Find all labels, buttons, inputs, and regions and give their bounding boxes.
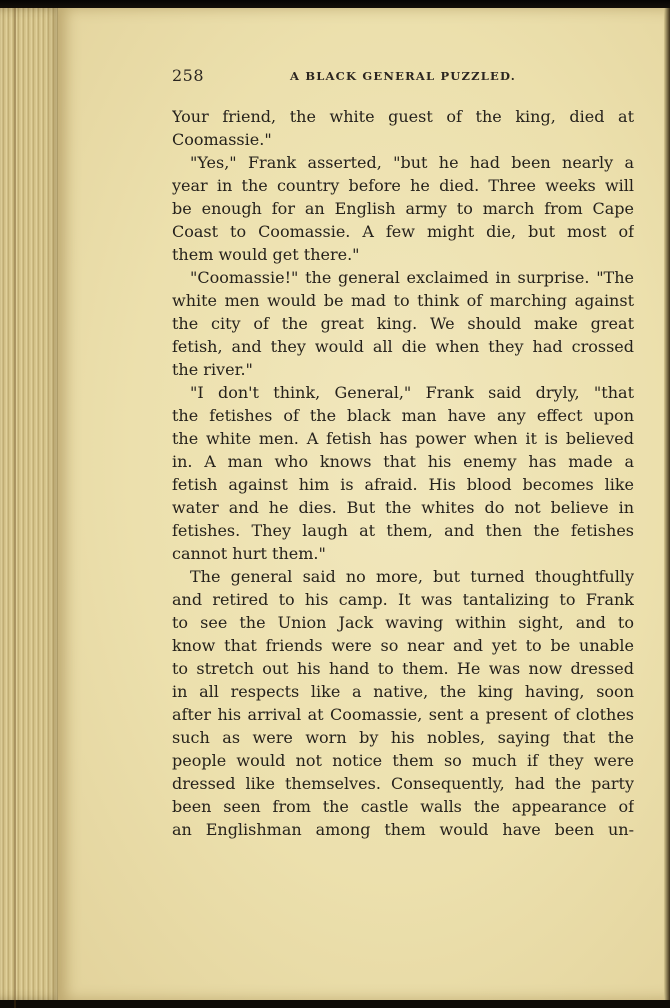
text-line: fetish, and they would all die when they had crossed	[172, 337, 634, 356]
text-line: them would get there."	[172, 245, 360, 264]
text-line: Coast to Coomassie. A few might die, but most of	[172, 222, 634, 241]
text-line: the fetishes of the black man have any effect upon	[172, 406, 634, 425]
book-page-edges	[0, 8, 62, 1000]
running-head-title: A BLACK GENERAL PUZZLED.	[290, 69, 516, 83]
text-line: Coomassie."	[172, 130, 272, 149]
text-line: in all respects like a native, the king having, soon	[172, 682, 634, 701]
text-line: white men would be mad to think of marching against	[172, 291, 634, 310]
text-line: The general said no more, but turned thoughtfully	[190, 567, 634, 586]
body-text	[172, 105, 634, 841]
text-line: such as were worn by his nobles, saying that the	[172, 728, 634, 747]
text-line: cannot hurt them."	[172, 544, 326, 563]
page-number: 258	[172, 66, 205, 85]
text-line: the city of the great king. We should make great	[172, 314, 634, 333]
text-line: dressed like themselves. Consequently, had the party	[172, 774, 634, 793]
text-line: people would not notice them so much if they were	[172, 751, 634, 770]
text-line: to see the Union Jack waving within sight, and to	[172, 613, 634, 632]
text-line: "Yes," Frank asserted, "but he had been nearly a	[190, 153, 634, 172]
spine-mark	[14, 8, 16, 1008]
text-line: water and he dies. But the whites do not believe in	[172, 498, 634, 517]
text-line: to stretch out his hand to them. He was now dressed	[172, 659, 634, 678]
running-head	[172, 66, 634, 88]
text-line: the white men. A fetish has power when it is believed	[172, 429, 634, 448]
text-line: after his arrival at Coomassie, sent a present of clothes	[172, 705, 634, 724]
text-line: fetishes. They laugh at them, and then the fetishes	[172, 521, 634, 540]
text-line: Your friend, the white guest of the king, died at	[172, 107, 634, 126]
text-line: be enough for an English army to march from Cape	[172, 199, 634, 218]
text-line: "I don't think, General," Frank said dryly, "that	[190, 383, 634, 402]
text-line: "Coomassie!" the general exclaimed in surprise. "The	[190, 268, 634, 287]
text-line: in. A man who knows that his enemy has made a	[172, 452, 634, 471]
text-line: know that friends were so near and yet to be unable	[172, 636, 634, 655]
text-line: fetish against him is afraid. His blood becomes like	[172, 475, 634, 494]
text-line: been seen from the castle walls the appearance of	[172, 797, 634, 816]
text-line: and retired to his camp. It was tantalizing to Frank	[172, 590, 634, 609]
text-line: an Englishman among them would have been un-	[172, 820, 634, 839]
text-line: the river."	[172, 360, 253, 379]
page-right-edge	[664, 8, 670, 1000]
text-line: year in the country before he died. Three weeks will	[172, 176, 634, 195]
